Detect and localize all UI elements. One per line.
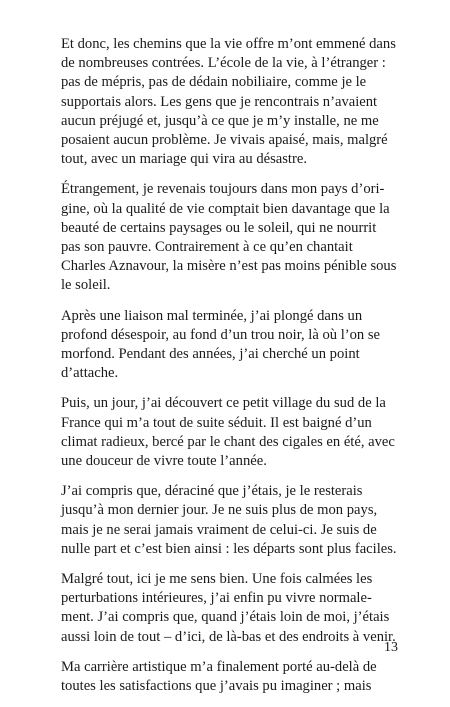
paragraph-6: Malgré tout, ici je me sens bien. Une fois calmées les perturbations intérieures, j’ai enfin pu vivre normale- ment. J’ai compris que, quand j’étais loin de moi, j’étais aussi loin de tout – d’ici, de là-bas et des endroits à venir. bbox=[61, 571, 396, 645]
paragraph-4: Puis, un jour, j’ai découvert ce petit village du sud de la France qui m’a tout de suite séduit. Il est baigné d’un climat radieux, bercé par le chant des cigales en été, avec une douceur de vivre toute l’année. bbox=[61, 395, 395, 470]
page-number: 13 bbox=[384, 640, 398, 655]
paragraph-3: Après une liaison mal terminée, j’ai plongé dans un profond désespoir, au fond d’un trou noir, là où l’on se morfond. Pendant des années, j’ai cherché un point d’attache. bbox=[61, 307, 381, 382]
paragraph-1: Et donc, les chemins que la vie offre m’ont emmené dans de nombreuses contrées. L’école de la vie, à l’étranger : pas de mépris, pas de dédain nobiliaire, comme je le supportais alors. Les gens que je rencontrais n’avaient aucun préjugé et, jusqu’à ce que je m’y installe, ne me posaient aucun problème. Je vivais apaisé, mais, malgré tout, avec un mariage qui vira au désastre. bbox=[61, 36, 396, 168]
body-text bbox=[61, 35, 400, 707]
paragraph-2: Étrangement, je revenais toujours dans mon pays d’ori- gine, où la qualité de vie comptait bien davantage que la beauté de certains paysages ou le soleil, qui ne nourrit pas son pauvre. Contrairement à ce qu’en chantait Charles Aznavour, la misère n’est pas moins pénible sous le soleil. bbox=[61, 181, 397, 294]
paragraph-5: J’ai compris que, déraciné que j’étais, je le resterais jusqu’à mon dernier jour. Je ne suis plus de mon pays, mais je ne serai jamais vraiment de celui-ci. Je suis de nulle part et c’est bien ainsi : les départs sont plus faciles. bbox=[61, 483, 397, 557]
paragraph-7: Ma carrière artistique m’a finalement porté au-delà de toutes les satisfactions que j’avais pu imaginer ; mais bbox=[61, 658, 377, 695]
